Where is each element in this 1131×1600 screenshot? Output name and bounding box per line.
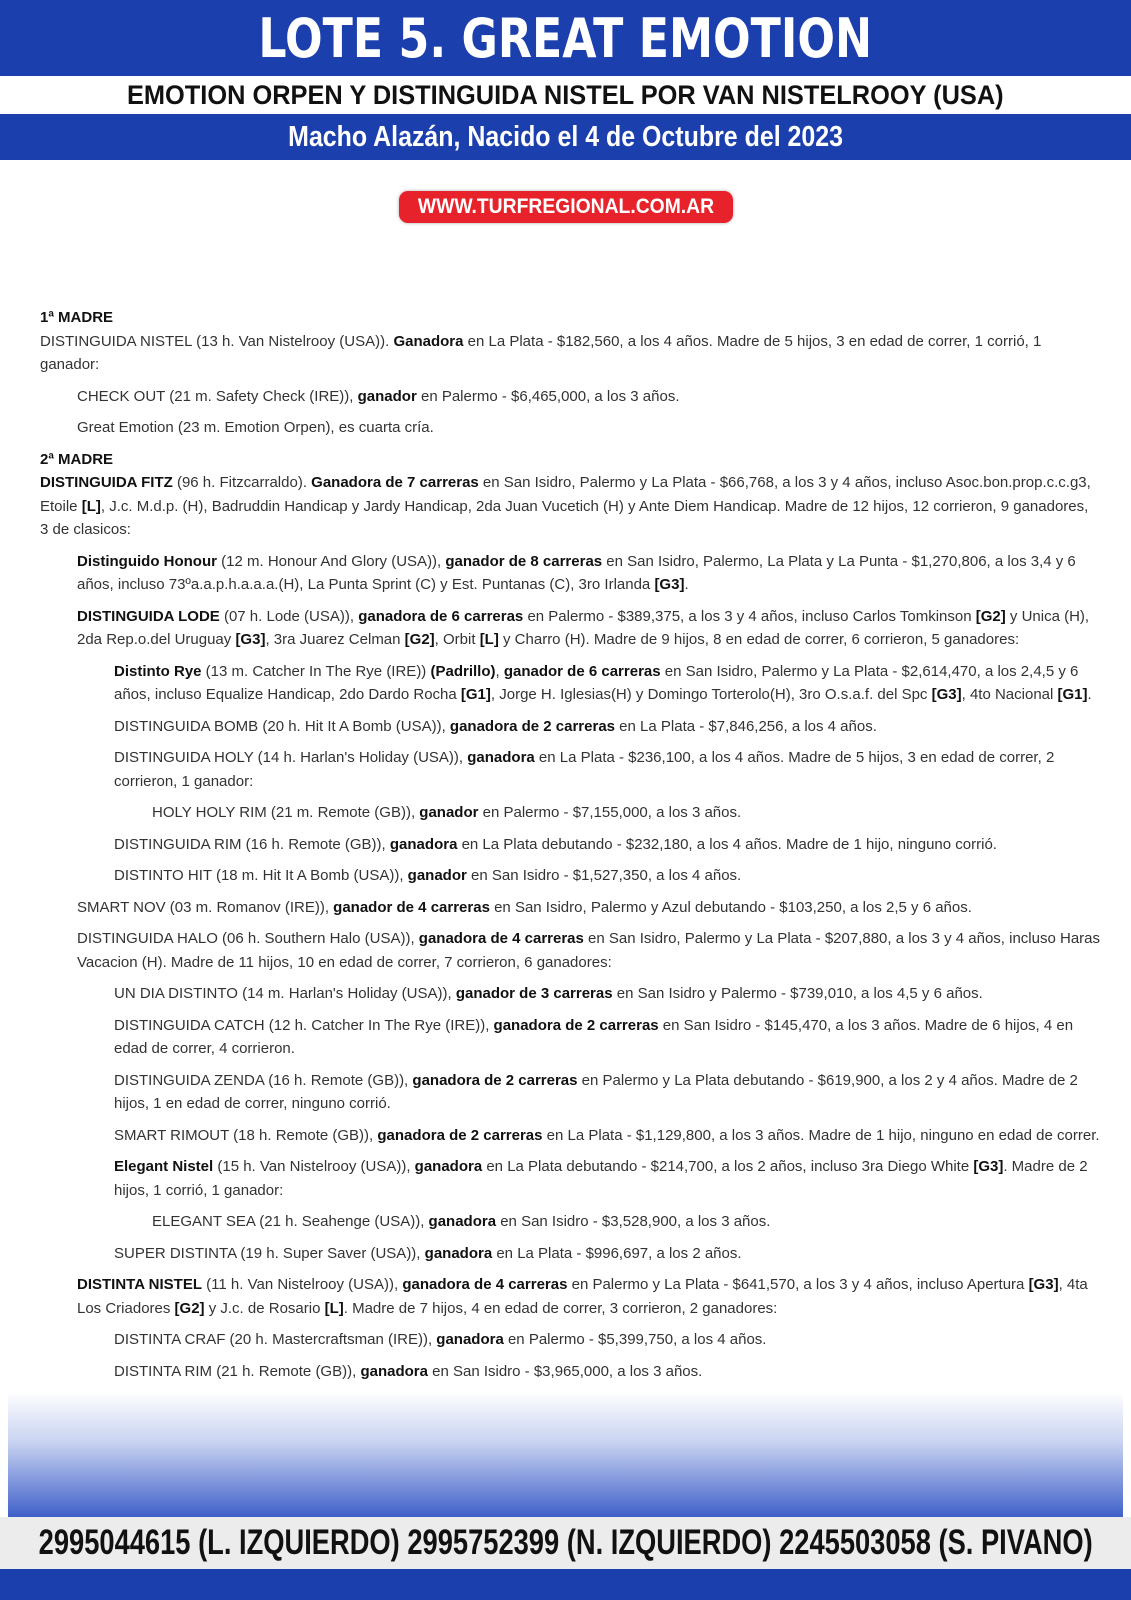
entry-text: . Madre de 2 hijos, 1 corrió, 1 ganador: xyxy=(114,1158,1088,1199)
entry-text: CHECK OUT (21 m. Safety Check (IRE)), xyxy=(77,387,358,405)
entry-text: en La Plata - $7,846,256, a los 4 años. xyxy=(615,717,877,735)
bold-text: Distinguido Honour xyxy=(77,552,217,570)
bold-text: ganadora de 4 carreras xyxy=(402,1276,568,1293)
bold-text: ganadora de 2 carreras xyxy=(493,1016,659,1034)
pedigree-entry xyxy=(152,1210,1100,1234)
bold-text: DISTINTA NISTEL xyxy=(77,1276,202,1293)
pedigree-entry xyxy=(152,801,1100,825)
pedigree-band xyxy=(0,76,1131,114)
entry-text: , J.c. M.d.p. (H), Badruddin Handicap y Jardy Handicap, 2da Juan Vucetich (H) y Ante Diem Handicap. Madre de 12 hijos, 12 corrieron, 9 ganadores, 3 de clasicos: xyxy=(40,497,1089,538)
entry-text: (07 h. Lode (USA)), xyxy=(219,607,359,625)
bold-text: ganador de 4 carreras xyxy=(333,898,490,916)
pedigree-entry xyxy=(114,1014,1100,1061)
entry-text: (12 m. Honour And Glory (USA)), xyxy=(216,552,446,570)
bold-text: ganadora xyxy=(436,1331,504,1348)
bold-text: [G2] xyxy=(404,631,435,648)
pedigree-line: EMOTION ORPEN Y DISTINGUIDA NISTEL POR VAN NISTELROOY (USA) xyxy=(127,79,1004,110)
entry-text: DISTINGUIDA BOMB (20 h. Hit It A Bomb (USA)), xyxy=(114,717,450,735)
pedigree-entry xyxy=(114,746,1100,793)
entry-text: . xyxy=(1087,686,1092,703)
pedigree-entry xyxy=(114,1242,1100,1266)
entry-text: en Palermo y La Plata debutando - $619,900, a los 2 y 4 años. Madre de 2 hijos, 1 en edad de correr, ninguno corrió. xyxy=(114,1071,1078,1112)
entry-text: DISTINTO HIT (18 m. Hit It A Bomb (USA)), xyxy=(114,867,408,884)
lot-title: LOTE 5. GREAT EMOTION xyxy=(258,6,873,70)
entry-text: . xyxy=(684,576,689,593)
website-text: WWW.TURFREGIONAL.COM.AR xyxy=(417,195,715,218)
bold-text: [G3] xyxy=(931,686,962,703)
entry-text: en La Plata - $182,560, a los 4 años. Madre de 5 hijos, 3 en edad de correr, 1 corrió, 1 ganador: xyxy=(40,332,1042,373)
bold-text: ganadora xyxy=(467,749,535,766)
entry-text: DISTINTA CRAF (20 h. Mastercraftsman (IRE)), xyxy=(114,1331,437,1348)
entry-text: y Unica (H), 2da Rep.o.del Uruguay xyxy=(77,607,1090,648)
bold-text: ganadora de 6 carreras xyxy=(358,607,524,625)
entry-text: DISTINGUIDA HALO (06 h. Southern Halo (USA)), xyxy=(77,930,419,947)
entry-text: DISTINTA RIM (21 h. Remote (GB)), xyxy=(114,1362,361,1380)
section-title: 2ª MADRE xyxy=(40,450,114,468)
bold-text: [G3] xyxy=(1028,1276,1059,1293)
bold-text: Distinto Rye xyxy=(114,662,202,680)
entry-text: , Orbit xyxy=(434,631,480,648)
bold-text: ganadora xyxy=(389,835,458,853)
bold-text: ganador xyxy=(419,804,479,821)
bold-text: [G2] xyxy=(975,607,1006,625)
bold-text: [G2] xyxy=(174,1299,205,1317)
entry-text: en San Isidro - $1,527,350, a los 4 años. xyxy=(466,867,742,884)
bold-text: Elegant Nistel xyxy=(114,1158,214,1175)
pedigree-entry xyxy=(77,550,1100,597)
entry-text: , 3ra Juarez Celman xyxy=(265,631,405,648)
entry-text: , xyxy=(495,662,504,680)
entry-text: DISTINGUIDA ZENDA (16 h. Remote (GB)), xyxy=(114,1071,413,1089)
entry-text: en San Isidro - $3,965,000, a los 3 años. xyxy=(427,1362,703,1380)
entry-text: , 4ta Los Criadores xyxy=(77,1276,1088,1317)
entry-text: SMART NOV (03 m. Romanov (IRE)), xyxy=(77,898,334,916)
entry-text: en San Isidro, Palermo y Azul debutando - $103,250, a los 2,5 y 6 años. xyxy=(489,898,972,916)
entry-text: DISTINGUIDA HOLY (14 h. Harlan's Holiday (USA)), xyxy=(114,749,468,766)
entry-text: en La Plata debutando - $232,180, a los 4 años. Madre de 1 hijo, ninguno corrió. xyxy=(457,835,997,853)
entry-text: . Madre de 7 hijos, 4 en edad de correr, 3 corrieron, 2 ganadores: xyxy=(343,1299,778,1317)
pedigree-entry xyxy=(77,927,1100,974)
entry-text: ELEGANT SEA (21 h. Seahenge (USA)), xyxy=(152,1213,429,1230)
bold-text: ganadora de 2 carreras xyxy=(377,1126,543,1144)
bold-text: ganador de 8 carreras xyxy=(445,552,603,570)
pedigree-entry xyxy=(114,660,1100,707)
pedigree-entry xyxy=(114,1360,1100,1384)
bold-text: ganadora xyxy=(414,1158,483,1175)
entry-text: UN DIA DISTINTO (14 m. Harlan's Holiday (USA)), xyxy=(114,985,456,1002)
entry-text: en San Isidro y Palermo - $739,010, a los 4,5 y 6 años. xyxy=(612,985,983,1002)
pedigree-entry xyxy=(77,416,1100,440)
bold-text: [G1] xyxy=(1057,686,1088,703)
pedigree-entry xyxy=(114,864,1100,888)
pedigree-entry xyxy=(114,1328,1100,1352)
pedigree-entry xyxy=(77,1273,1100,1320)
entry-text: en Palermo - $7,155,000, a los 3 años. xyxy=(478,804,742,821)
entry-text: en La Plata - $236,100, a los 4 años. Madre de 5 hijos, 3 en edad de correr, 2 corrieron, 1 ganador: xyxy=(114,749,1055,790)
pedigree-entry xyxy=(77,385,1100,409)
birth-band xyxy=(0,114,1131,160)
bold-text: [L] xyxy=(324,1299,344,1317)
bold-text: [G3] xyxy=(654,576,685,593)
bold-text: DISTINGUIDA LODE xyxy=(77,607,220,625)
entry-text: HOLY HOLY RIM (21 m. Remote (GB)), xyxy=(152,804,420,821)
pedigree-content xyxy=(40,300,1100,1391)
website-link[interactable] xyxy=(399,191,733,223)
contact-phones: 2995044615 (L. IZQUIERDO) 2995752399 (N. IZQUIERDO) 2245503058 (S. PIVANO) xyxy=(38,1523,1093,1562)
entry-text: (15 h. Van Nistelrooy (USA)), xyxy=(213,1158,415,1175)
bold-text: ganador de 3 carreras xyxy=(455,985,613,1002)
bold-text: ganadora xyxy=(428,1213,497,1230)
bold-text: Ganadora de 7 carreras xyxy=(311,474,479,491)
entry-text: en Palermo - $5,399,750, a los 4 años. xyxy=(503,1331,767,1348)
bold-text: ganadora de 4 carreras xyxy=(418,930,584,947)
entry-text: en La Plata debutando - $214,700, a los 2 años, incluso 3ra Diego White xyxy=(482,1158,974,1175)
bold-text: ganadora de 2 carreras xyxy=(449,717,616,735)
bold-text: [L] xyxy=(81,497,101,515)
entry-text: en Palermo - $6,465,000, a los 3 años. xyxy=(416,387,680,405)
entry-text: DISTINGUIDA NISTEL (13 h. Van Nistelrooy (USA)). xyxy=(40,332,394,350)
pedigree-entry xyxy=(114,833,1100,857)
entry-text: DISTINGUIDA CATCH (12 h. Catcher In The Rye (IRE)), xyxy=(114,1016,494,1034)
pedigree-entry xyxy=(77,896,1100,920)
bottom-gradient xyxy=(8,1392,1123,1517)
pedigree-entry xyxy=(114,715,1100,739)
entry-text: en San Isidro, Palermo y La Plata - $66,768, a los 3 y 4 años, incluso Asoc.bon.prop.c.c.g3, Etoile xyxy=(40,474,1091,515)
pedigree-entry xyxy=(40,330,1100,377)
entry-text: en San Isidro, Palermo y La Plata - $207,880, a los 3 y 4 años, incluso Haras Vacacion (H). Madre de 11 hijos, 10 en edad de correr, 7 corrieron, 6 ganadores: xyxy=(77,930,1100,971)
entry-text: en San Isidro, Palermo y La Plata - $2,614,470, a los 2,4,5 y 6 años, incluso Equalize Handicap, 2do Dardo Rocha xyxy=(114,662,1079,703)
bold-text: ganadora de 2 carreras xyxy=(412,1071,578,1089)
entry-text: SMART RIMOUT (18 h. Remote (GB)), xyxy=(114,1126,378,1144)
entry-text: en Palermo y La Plata - $641,570, a los 3 y 4 años, incluso Apertura xyxy=(567,1276,1029,1293)
contact-band xyxy=(0,1517,1131,1569)
bold-text: [G3] xyxy=(235,631,266,648)
pedigree-entry xyxy=(114,1069,1100,1116)
entry-text: , 4to Nacional xyxy=(961,686,1058,703)
bold-text: [L] xyxy=(479,631,499,648)
birth-info: Macho Alazán, Nacido el 4 de Octubre del 2023 xyxy=(288,120,843,153)
bold-text: Ganadora xyxy=(393,332,464,350)
footer-band xyxy=(0,1569,1131,1600)
bold-text: ganador xyxy=(357,387,417,405)
bold-text: ganador xyxy=(407,867,467,884)
bold-text: DISTINGUIDA FITZ xyxy=(40,474,173,491)
pedigree-entry xyxy=(114,1155,1100,1202)
entry-text: en La Plata - $1,129,800, a los 3 años. Madre de 1 hijo, ninguno en edad de correr. xyxy=(542,1126,1100,1144)
section-title: 1ª MADRE xyxy=(40,309,114,326)
entry-text: (96 h. Fitzcarraldo). xyxy=(172,474,312,491)
entry-text: en San Isidro, Palermo, La Plata y La Punta - $1,270,806, a los 3,4 y 6 años, incluso 73ºa.a.p.h.a.a.a.(H), La Punta Sprint (C) y Est. Puntanas (C), 3ro Irlanda xyxy=(77,552,1076,593)
entry-text: Great Emotion (23 m. Emotion Orpen), es cuarta cría. xyxy=(77,419,434,436)
title-band xyxy=(0,0,1131,76)
pedigree-entry xyxy=(114,1124,1100,1148)
entry-text: (13 m. Catcher In The Rye (IRE)) xyxy=(201,662,431,680)
entry-text: en La Plata - $996,697, a los 2 años. xyxy=(492,1244,742,1262)
bold-text: ganadora xyxy=(360,1362,428,1380)
entry-text: y J.c. de Rosario xyxy=(204,1299,325,1317)
entry-text: , Jorge H. Iglesias(H) y Domingo Torterolo(H), 3ro O.s.a.f. del Spc xyxy=(490,686,932,703)
entry-text: en San Isidro - $145,470, a los 3 años. Madre de 6 hijos, 4 en edad de correr, 4 corrieron. xyxy=(114,1016,1074,1057)
entry-text: DISTINGUIDA RIM (16 h. Remote (GB)), xyxy=(114,835,390,853)
entry-text: y Charro (H). Madre de 9 hijos, 8 en edad de correr, 6 corrieron, 5 ganadores: xyxy=(498,631,1020,648)
pedigree-entry xyxy=(40,471,1100,542)
pedigree-entry xyxy=(77,605,1100,652)
entry-text: en Palermo - $389,375, a los 3 y 4 años, incluso Carlos Tomkinson xyxy=(523,607,976,625)
bold-text: ganador de 6 carreras xyxy=(503,662,661,680)
bold-text: (Padrillo) xyxy=(430,662,496,680)
pedigree-entry xyxy=(114,982,1100,1006)
entry-text: en San Isidro - $3,528,900, a los 3 años. xyxy=(496,1213,771,1230)
bold-text: ganadora xyxy=(424,1244,493,1262)
bold-text: [G1] xyxy=(460,686,491,703)
bold-text: [G3] xyxy=(973,1158,1004,1175)
entry-text: SUPER DISTINTA (19 h. Super Saver (USA)), xyxy=(114,1244,425,1262)
entry-text: (11 h. Van Nistelrooy (USA)), xyxy=(202,1276,403,1293)
